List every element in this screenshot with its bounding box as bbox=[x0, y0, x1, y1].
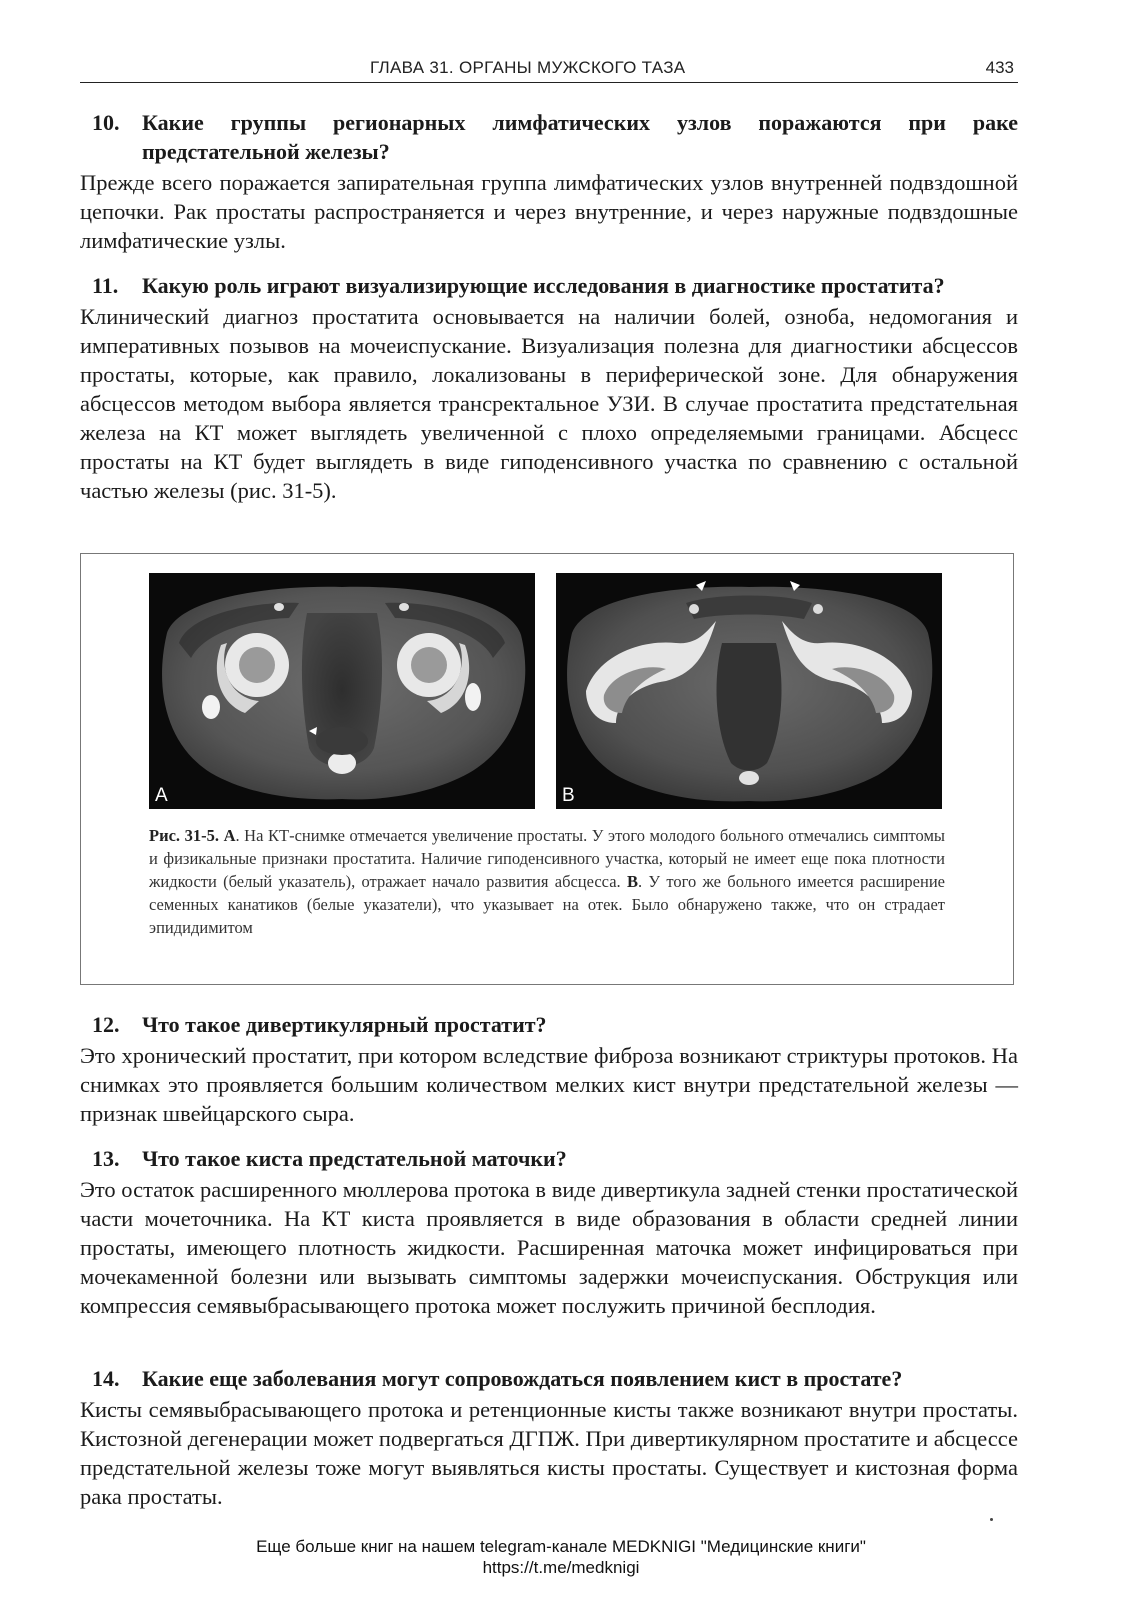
question-heading bbox=[80, 1010, 1018, 1039]
panel-label-a: A bbox=[155, 785, 168, 806]
ct-image-a bbox=[149, 573, 535, 809]
question-12 bbox=[80, 1010, 1018, 1128]
question-heading bbox=[80, 1144, 1018, 1173]
footer-promo-line: Еще больше книг на нашем telegram-канале MEDKNIGI "Медицинские книги" bbox=[256, 1537, 866, 1556]
question-heading bbox=[80, 108, 1018, 166]
question-14 bbox=[80, 1364, 1018, 1511]
question-number: 10. bbox=[92, 110, 120, 135]
answer-text: Это хронический простатит, при котором вследствие фиброза возникают стриктуры протоков. На снимках это проявляется большим количеством мелких кист внутри предстательной железы — признак швейцарского сыра. bbox=[80, 1043, 1018, 1126]
answer-text: Это остаток расширенного мюллерова протока в виде дивертикула задней стенки простатической части мочеточника. На КТ киста проявляется в виде образования в области средней линии простаты, имеющего плотность жидкости. Расширенная маточка может инфицироваться при мочекаменной болезни или вызывать симптомы задержки мочеиспускания. Обструкция или компрессия семявыбрасывающего протока может послужить причиной бесплодия. bbox=[80, 1177, 1018, 1318]
stray-dot bbox=[990, 1518, 993, 1521]
chapter-title: ГЛАВА 31. ОРГАНЫ МУЖСКОГО ТАЗА bbox=[370, 58, 686, 77]
caption-marker-a: А bbox=[223, 826, 236, 845]
question-10 bbox=[80, 108, 1018, 255]
question-number: 12. bbox=[92, 1012, 120, 1037]
question-number: 11. bbox=[92, 273, 119, 298]
figure-caption bbox=[149, 824, 945, 939]
question-number: 13. bbox=[92, 1146, 120, 1171]
caption-marker-b: В bbox=[626, 872, 638, 891]
caption-label: Рис. 31-5. bbox=[149, 826, 219, 845]
footer-link[interactable]: https://t.me/medknigi bbox=[482, 1558, 640, 1577]
ct-scan-panel-a bbox=[149, 573, 535, 809]
question-text: Какие группы регионарных лимфатических узлов поражаются при раке предстательной железы? bbox=[142, 110, 1018, 164]
question-text: Какие еще заболевания могут сопровождаться появлением кист в простате? bbox=[142, 1366, 903, 1391]
question-text: Что такое киста предстательной маточки? bbox=[142, 1146, 567, 1171]
question-heading bbox=[80, 1364, 1018, 1393]
answer-text: Кисты семявыбрасывающего протока и ретенционные кисты также возникают внутри простаты. Кистозной дегенерации может подвергаться ДГПЖ. При дивертикулярном простатите и абсцессе предстательной железы тоже могут выявляться кисты простаты. Существует и кистозная форма рака простаты. bbox=[80, 1397, 1018, 1509]
answer-text: Клинический диагноз простатита основывается на наличии болей, озноба, недомогания и императивных позывов на мочеиспускание. Визуализация полезна для диагностики абсцессов простаты, которые, как правило, локализованы в периферической зоне. Для обнаружения абсцессов методом выбора является трансректальное УЗИ. В случае простатита предстательная железа на КТ может выглядеть увеличенной с плохо определяемыми границами. Абсцесс простаты на КТ будет выглядеть в виде гиподенсивного участка по сравнению с остальной частью железы (рис. 31-5). bbox=[80, 304, 1018, 503]
footer bbox=[0, 1536, 1122, 1578]
answer-text: Прежде всего поражается запирательная группа лимфатических узлов внутренней подвздошной цепочки. Рак простаты распространяется и через внутренние, и через наружные подвздошные лимфатические узлы. bbox=[80, 170, 1018, 253]
panel-label-b: B bbox=[562, 785, 575, 806]
question-11 bbox=[80, 271, 1018, 505]
question-13 bbox=[80, 1144, 1018, 1320]
ct-image-b bbox=[556, 573, 942, 809]
ct-scan-panel-b bbox=[556, 573, 942, 809]
question-text: Какую роль играют визуализирующие исследования в диагностике простатита? bbox=[142, 273, 945, 298]
question-text: Что такое дивертикулярный простатит? bbox=[142, 1012, 547, 1037]
question-number: 14. bbox=[92, 1366, 120, 1391]
figure-31-5 bbox=[80, 553, 1014, 985]
page-number: 433 bbox=[985, 58, 1014, 77]
caption-text-a: . На КТ-снимке отмечается увеличение простаты. У этого молодого больного отмечались симптомы и физикальные признаки простатита. Наличие гиподенсивного участка, который не имеет еще пока плотности жидкости (белый указатель), отражает начало развития абсцесса. bbox=[149, 826, 946, 891]
running-header bbox=[80, 54, 1018, 83]
caption-text-b: . У того же больного имеется расширение семенных канатиков (белые указатели), что указывает на отек. Было обнаружено также, что он страдает эпидидимитом bbox=[149, 872, 945, 937]
question-heading bbox=[80, 271, 1018, 300]
